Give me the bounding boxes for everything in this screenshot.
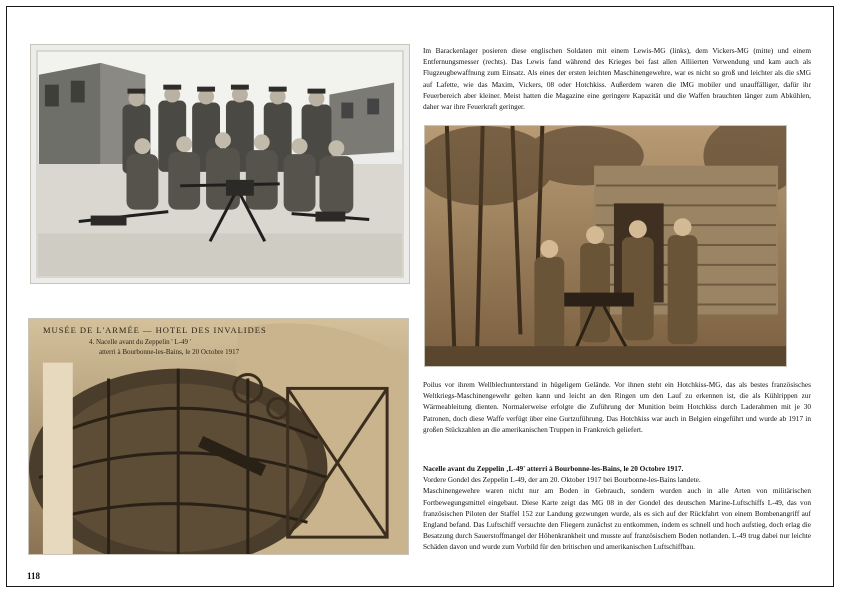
soldiers-photo (30, 44, 410, 284)
caption-bunker (423, 379, 811, 435)
caption-zeppelin (423, 463, 811, 553)
caption-zeppelin-subtitle: Vordere Gondel des Zeppelin L-49, der am 20. Oktober 1917 bei Bourbonne-les-Bains landete. (423, 475, 701, 485)
zeppelin-photo (28, 318, 409, 555)
page-number: 118 (27, 571, 41, 581)
postcard-line2: atterri à Bourbonne-les-Bains, le 20 Octobre 1917 (99, 348, 240, 356)
caption-soldiers-text: Im Barackenlager posieren diese englischen Soldaten mit einem Lewis-MG (links), dem Vickers-MG (mitte) und einem Entfernungsmesser (rechts). Das Lewis fand während des Krieges bei fast allen Alliierten Verwendung und kam auch als Flugzeugbewaffnung zum Einsatz. Als eines der ersten leichten Maschinengewehre, war es nicht so groß und leichter als die sMG auf Lafette, wie das Maxim, Vickers, 08 oder Hotchkiss. Außerdem waren die lMG mobiler und unauffälliger, dafür ihr Feuerbereich aber kleiner. Meist hatten die Magazine eine geringere Kapazität und die Waffen brauchten länger zum Abkühlen, daher war ihre Feuerkraft geringer. (423, 46, 811, 112)
postcard-line1: 4. Nacelle avant du Zeppelin ' L-49 ' (89, 338, 192, 346)
caption-zeppelin-title: Nacelle avant du Zeppelin ‚L-49' atterri à Bourbonne-les-Bains, le 20 Octobre 1917. (423, 464, 684, 473)
soldiers-photo-image (31, 45, 409, 283)
bunker-photo-image (425, 126, 786, 366)
caption-soldiers (423, 45, 811, 112)
postcard-header: MUSÉE DE L'ARMÉE — HOTEL DES INVALIDES (43, 325, 267, 335)
bunker-photo (424, 125, 787, 367)
caption-bunker-text: Poilus vor ihrem Wellblechunterstand in hügeligem Gelände. Vor ihnen steht ein Hotchkiss-MG, das als bestes französisches Weltkriegs-Maschinengewehr gelten kann und leicht an den Ringen um den Lauf zu erkennen ist, die als Kühlrippen zur Wärmeableitung dienten. Normalerweise erfolgte die Zuführung der Munition beim Hotchkiss durch Laderahmen mit je 30 Patronen, doch diese Waffe verfügt über eine Gurtzuführung. Das Hotchkiss war auch in Belgien eingeführt und wurde ab 1917 in großen Stückzahlen an die amerikanischen Truppen in Frankreich geliefert. (423, 380, 811, 434)
caption-zeppelin-text: Maschinengewehre waren nicht nur am Boden in Gebrauch, sondern wurden auch in alle Arten von militärischen Fortbewegungsmittel eingebaut. Diese Karte zeigt das MG 08 in der Gondel des deutschen Marine-Luftschiffs L-49, das von französischen Piloten der Staffel 152 zur Landung gezwungen wurde, als es sich auf der Rückfahrt von einem Bombenangriff auf England befand. Das Luftschiff versuchte den Fliegern zunächst zu entkommen, indem es schnell und hoch aufstieg, doch erlag die Besatzung durch Sauerstoffmangel der Höhenkrankheit und musste auf französischem Boden notlanden. L-49 trug dabei nur leichte Schäden davon und wurde zum Vorbild für den britischen und amerikanischen Luftschiffbau. (423, 486, 811, 552)
